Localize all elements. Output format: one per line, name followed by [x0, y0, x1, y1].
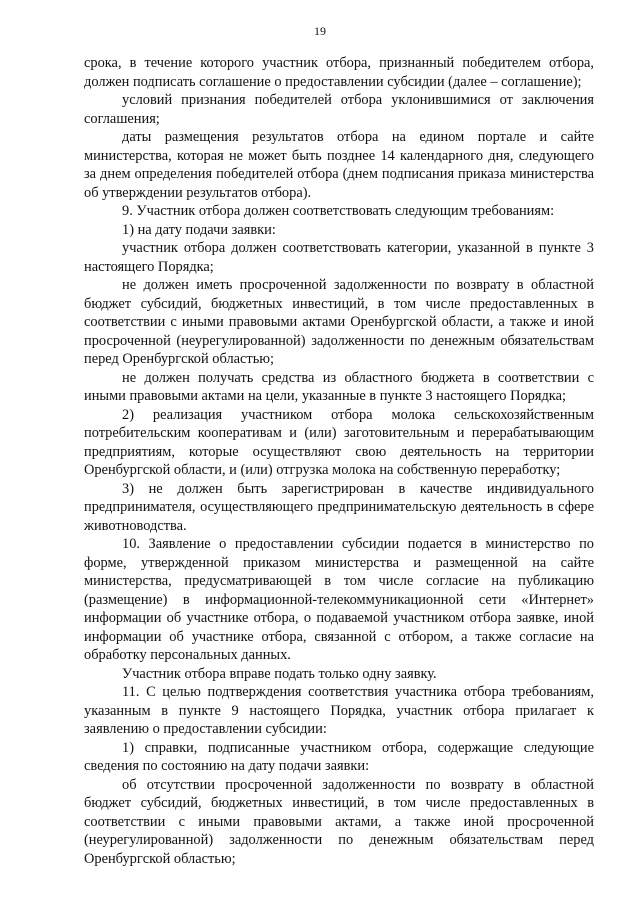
page-number: 19	[314, 24, 326, 38]
paragraph: срока, в течение которого участник отбора, признанный победителем отбора, должен подписать соглашение о предоставлении субсидии (далее – соглашение);	[84, 55, 594, 90]
paragraph: об отсутствии просроченной задолженности по возврату в областной бюджет субсидий, бюджетных инвестиций, в том числе предоставленных в соответствии с иными правовыми актами, а также иной просроченной (неурегулированной) задолженности по денежным обязательствам перед Оренбургской областью;	[84, 776, 594, 867]
paragraph: 1) на дату подачи заявки:	[122, 221, 276, 238]
paragraph: 2) реализация участником отбора молока сельскохозяйственным потребительским кооперативам и (или) заготовительным и перерабатывающим предприятиям, которые осуществляют свою деятельность на территории Оренбургской области, и (или) отгрузка молока на собственную переработку;	[84, 406, 594, 478]
paragraph: условий признания победителей отбора уклонившимися от заключения соглашения;	[84, 92, 594, 127]
paragraph: 11. С целью подтверждения соответствия участника отбора требованиям, указанным в пункте 9 настоящего Порядка, участник отбора прилагает к заявлению о предоставлении субсидии:	[84, 684, 594, 737]
paragraph: 1) справки, подписанные участником отбора, содержащие следующие сведения по состоянию на дату подачи заявки:	[84, 739, 594, 774]
paragraph: не должен получать средства из областного бюджета в соответствии с иными правовыми актами на цели, указанные в пункте 3 настоящего Порядка;	[84, 369, 594, 404]
paragraph: не должен иметь просроченной задолженности по возврату в областной бюджет субсидий, бюджетных инвестиций, в том числе предоставленных в соответствии с иными правовыми актами Оренбургской области, а также и иной просроченной (неурегулированной) задолженности по денежным обязательствам перед Оренбургской областью;	[84, 277, 594, 367]
paragraph: 9. Участник отбора должен соответствовать следующим требованиям:	[122, 203, 555, 219]
document-body	[84, 54, 594, 868]
paragraph: 3) не должен быть зарегистрирован в качестве индивидуального предпринимателя, осуществляющего предпринимательскую деятельность в сфере животноводства.	[84, 480, 594, 534]
paragraph: 10. Заявление о предоставлении субсидии подается в министерство по форме, утвержденной приказом министерства и размещенной на сайте министерства, предусматривающей в том числе согласие на публикацию (размещение) в информационной-телекоммуникационной сети «Интернет» информации об участнике отбора, о подаваемой участником отбора заявке, иной информации об участнике отбора, связанной с отбором, а также согласие на обработку персональных данных.	[84, 536, 594, 663]
paragraph: участник отбора должен соответствовать категории, указанной в пункте 3 настоящего Порядка;	[84, 240, 594, 275]
paragraph: Участник отбора вправе подать только одну заявку.	[122, 665, 437, 682]
paragraph: даты размещения результатов отбора на едином портале и сайте министерства, которая не может быть позднее 14 календарного дня, следующего за днем определения победителей отбора (днем подписания приказа министерства об утверждении результатов отбора).	[84, 129, 594, 201]
